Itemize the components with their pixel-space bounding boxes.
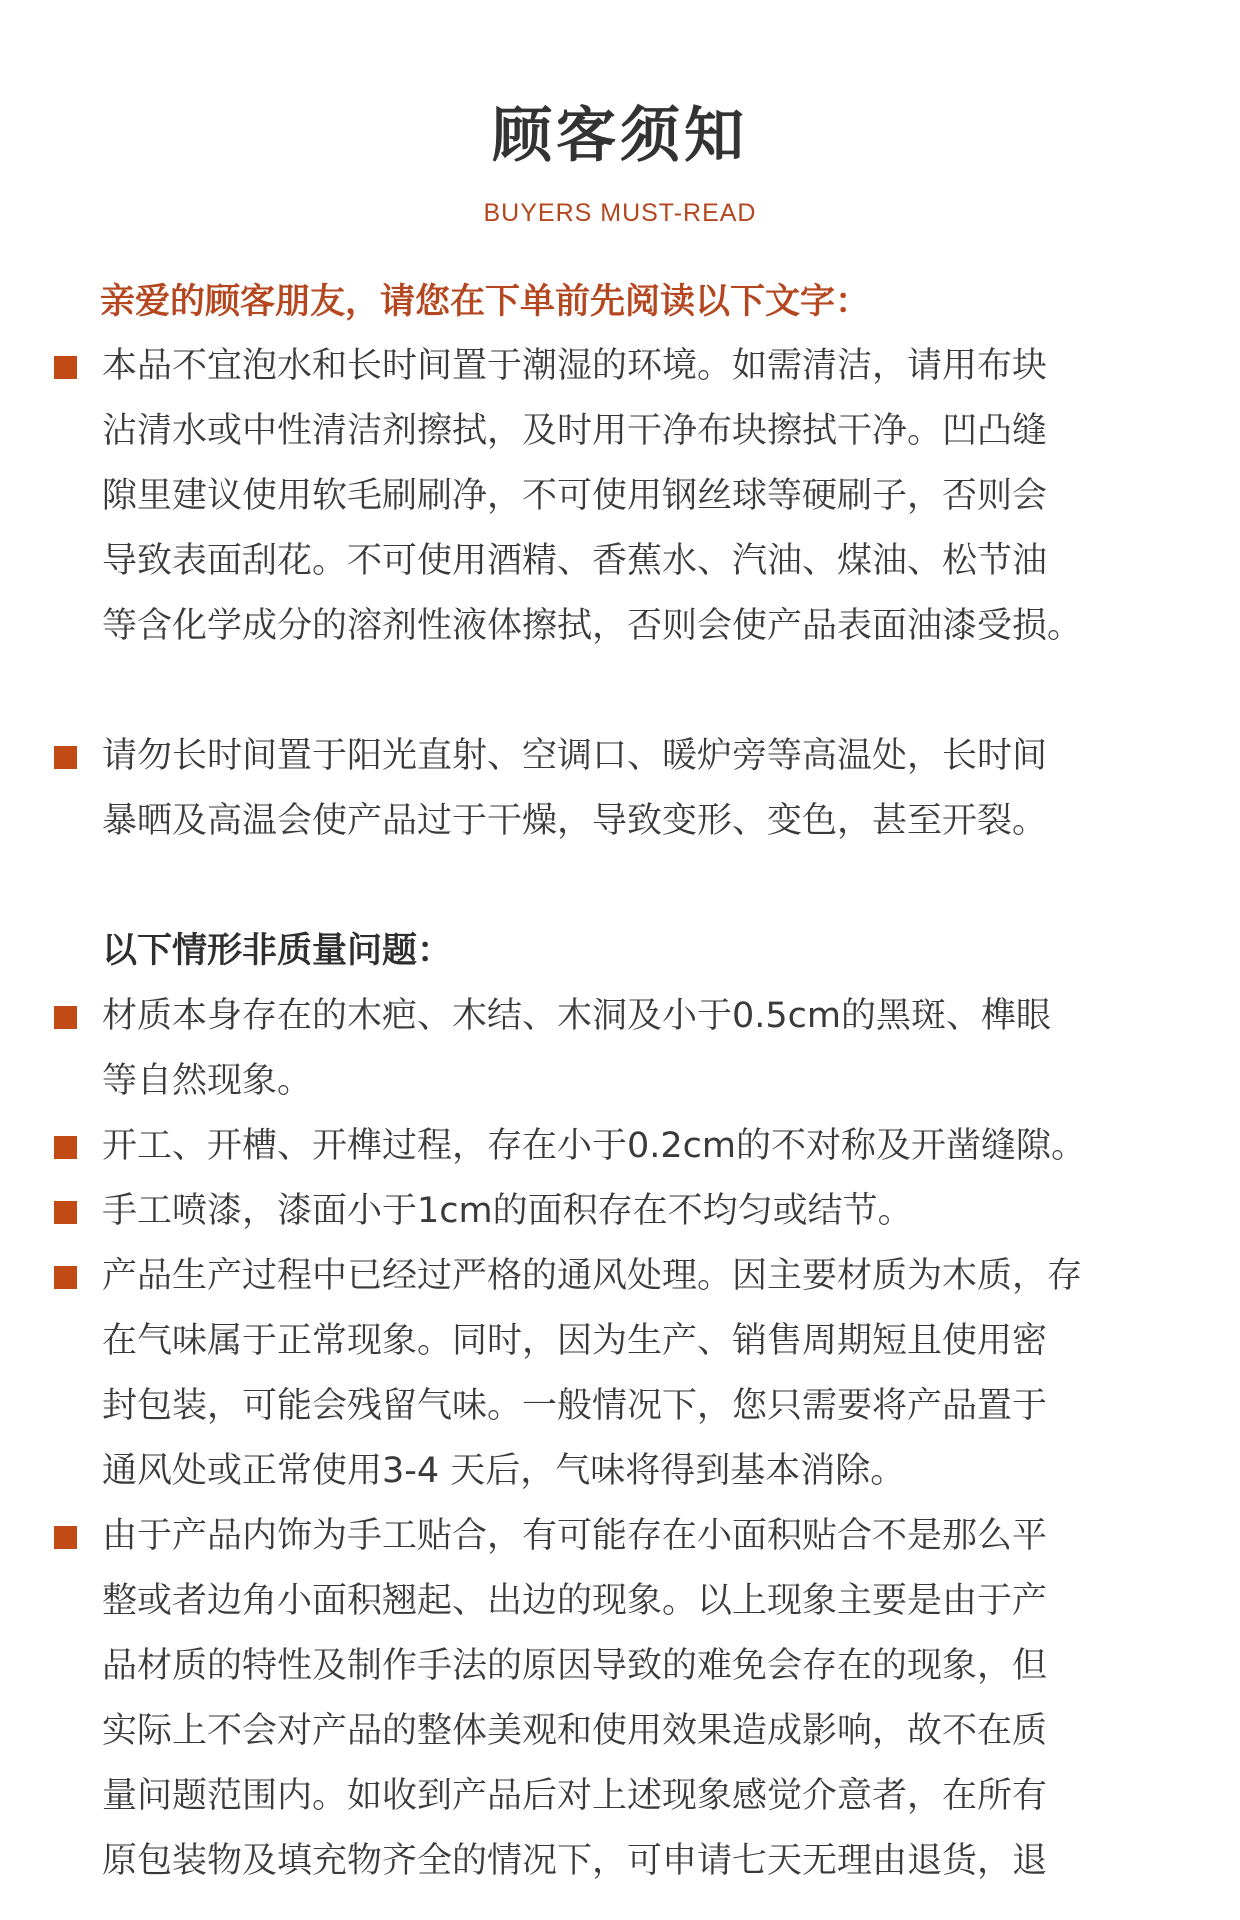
item-line: 封包装，可能会残留气味。一般情况下，您只需要将产品置于 <box>102 1386 1048 1426</box>
square-bullet-icon <box>54 1201 77 1224</box>
item-line: 由于产品内饰为手工贴合，有可能存在小面积贴合不是那么平 <box>102 1516 1048 1556</box>
item-line: 请勿长时间置于阳光直射、空调口、暖炉旁等高温处，长时间 <box>102 736 1048 776</box>
item-line: 导致表面刮花。不可使用酒精、香蕉水、汽油、煤油、松节油 <box>102 541 1048 581</box>
square-bullet-icon <box>54 1006 77 1029</box>
item-line: 暴晒及高温会使产品过于干燥，导致变形、变色，甚至开裂。 <box>102 801 1048 841</box>
quality-item <box>0 1244 1142 1504</box>
quality-section-heading: 以下情形非质量问题： <box>102 931 453 971</box>
item-line: 本品不宜泡水和长时间置于潮湿的环境。如需清洁，请用布块 <box>102 346 1048 386</box>
spacer <box>0 854 1240 919</box>
item-line: 在气味属于正常现象。同时，因为生产、销售周期短且使用密 <box>102 1321 1048 1361</box>
item-line: 量问题范围内。如收到产品后对上述现象感觉介意者，在所有 <box>102 1776 1048 1816</box>
item-line: 品材质的特性及制作手法的原因导致的难免会存在的现象，但 <box>102 1646 1048 1686</box>
square-bullet-icon <box>54 1266 77 1289</box>
notice-content <box>0 270 1240 1894</box>
intro-text: 亲爱的顾客朋友，请您在下单前先阅读以下文字： <box>100 282 871 322</box>
square-bullet-icon <box>54 746 77 769</box>
square-bullet-icon <box>54 1136 77 1159</box>
item-line: 手工喷漆，漆面小于1cm的面积存在不均匀或结节。 <box>102 1191 913 1231</box>
item-line: 材质本身存在的木疤、木结、木洞及小于0.5cm的黑斑、榫眼 <box>102 996 1052 1036</box>
quality-item <box>0 1114 1142 1179</box>
item-line: 通风处或正常使用3-4 天后，气味将得到基本消除。 <box>102 1451 906 1491</box>
item-line: 隙里建议使用软毛刷刷净，不可使用钢丝球等硬刷子，否则会 <box>102 476 1048 516</box>
item-line: 原包装物及填充物齐全的情况下，可申请七天无理由退货，退 <box>102 1841 1048 1881</box>
item-line: 沾清水或中性清洁剂擦拭，及时用干净布块擦拭干净。凹凸缝 <box>102 411 1048 451</box>
page-header <box>0 96 1240 228</box>
item-line: 开工、开槽、开榫过程，存在小于0.2cm的不对称及开凿缝隙。 <box>102 1126 1087 1166</box>
care-item <box>0 334 1142 659</box>
item-line: 等自然现象。 <box>102 1061 313 1101</box>
spacer <box>0 659 1240 724</box>
quality-item <box>0 1504 1142 1894</box>
page-title: 顾客须知 <box>492 101 748 171</box>
page-subtitle: BUYERS MUST-READ <box>483 199 757 227</box>
item-line: 实际上不会对产品的整体美观和使用效果造成影响，故不在质 <box>102 1711 1048 1751</box>
item-line: 等含化学成分的溶剂性液体擦拭，否则会使产品表面油漆受损。 <box>102 606 1083 646</box>
care-item <box>0 724 1142 854</box>
square-bullet-icon <box>54 356 77 379</box>
quality-item <box>0 1179 1142 1244</box>
item-line: 产品生产过程中已经过严格的通风处理。因主要材质为木质，存 <box>102 1256 1083 1296</box>
quality-item <box>0 984 1142 1114</box>
square-bullet-icon <box>54 1526 77 1549</box>
item-line: 整或者边角小面积翘起、出边的现象。以上现象主要是由于产 <box>102 1581 1048 1621</box>
